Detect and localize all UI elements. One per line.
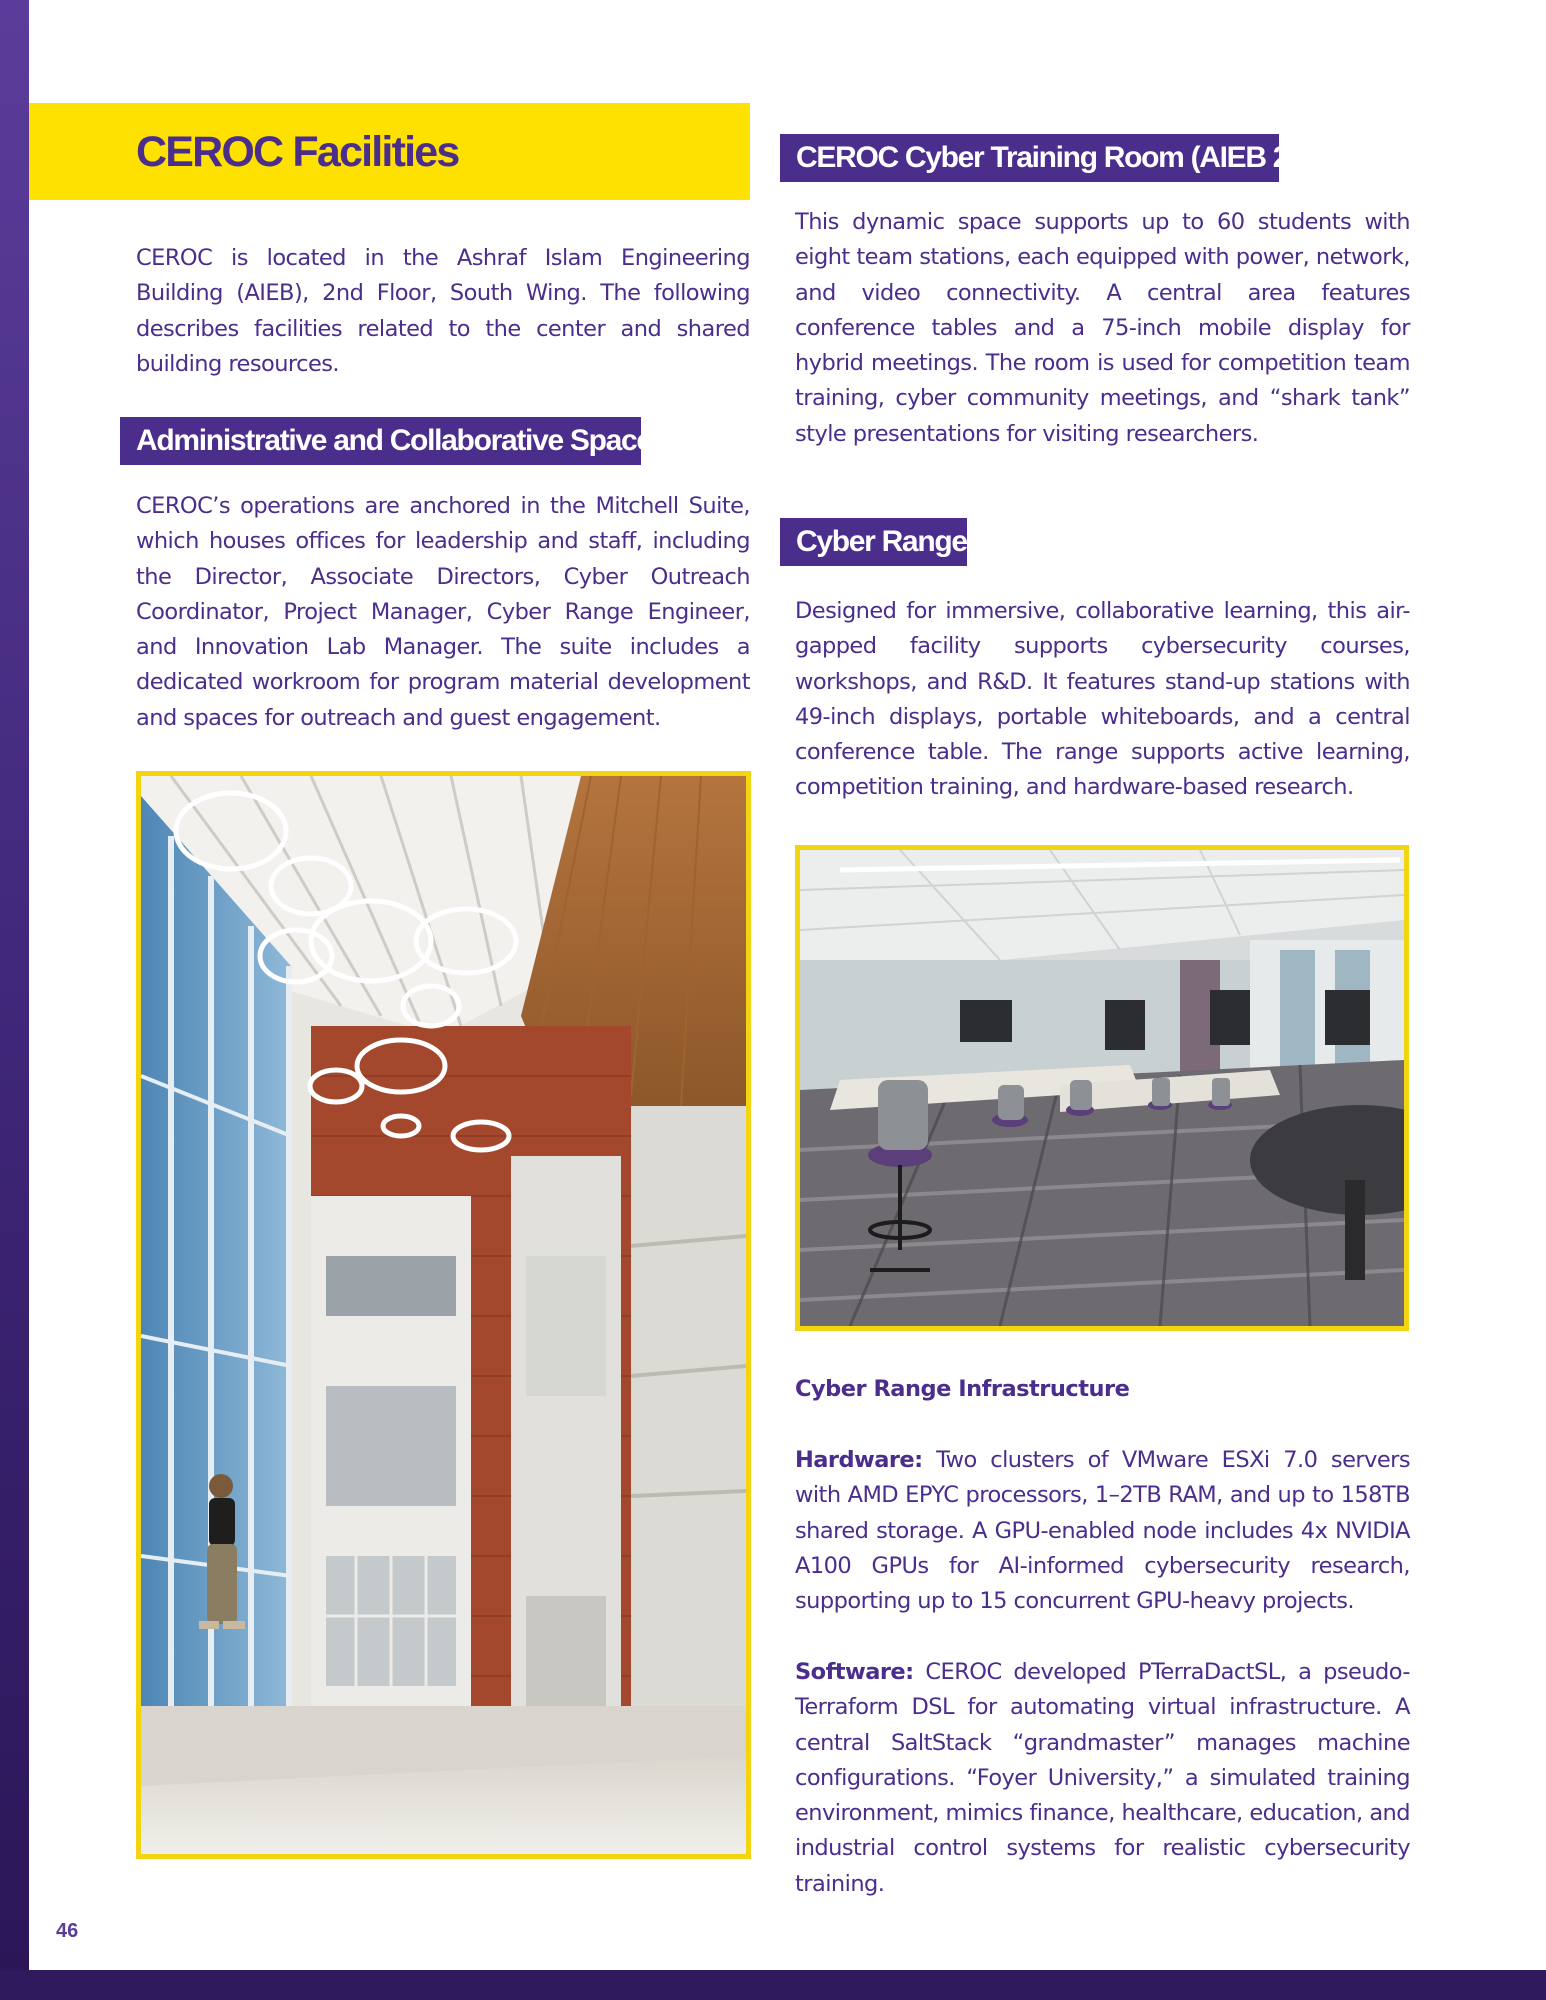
training-room-text: This dynamic space supports up to 60 students with eight team stations, each equipped with power, network, and video connectivity. A central area features conference tables and a 75-inch mobile display for hybrid meetings. The room is used for competition team training, cyber community meetings, and “shark tank” style presentations for visiting researchers.	[795, 209, 1410, 447]
software-text: CEROC developed PTerraDactSL, a pseudo-Terraform DSL for automating virtual infrastructure. A central SaltStack “grandmaster” manages machine configurations. “Foyer University,” a simulated training environment, mimics finance, healthcare, education, and industrial control systems for realistic cybersecurity training.	[795, 1659, 1410, 1897]
bottom-accent-bar	[0, 1970, 1546, 2000]
intro-paragraph	[136, 241, 750, 382]
training-room-paragraph	[795, 205, 1410, 452]
page-title: CEROC Facilities	[136, 128, 459, 176]
training-room-heading: CEROC Cyber Training Room (AIEB 203)	[780, 134, 1279, 182]
admin-paragraph	[136, 489, 750, 736]
software-paragraph	[795, 1655, 1410, 1902]
hardware-label: Hardware:	[795, 1447, 923, 1473]
admin-section-heading: Administrative and Collaborative Spaces	[120, 417, 641, 465]
hardware-paragraph	[795, 1443, 1410, 1619]
cyber-range-heading: Cyber Range	[780, 518, 967, 566]
hardware-block	[795, 1443, 1410, 1619]
hardware-text: Two clusters of VMware ESXi 7.0 servers with AMD EPYC processors, 1–2TB RAM, and up to 158TB shared storage. A GPU-enabled node includes 4x NVIDIA A100 GPUs for AI-informed cybersecurity research, supporting up to 15 concurrent GPU-heavy projects.	[795, 1447, 1410, 1615]
cyber-range-photo-illustration	[800, 850, 1404, 1326]
page-number: 46	[56, 1920, 79, 1942]
intro-text: CEROC is located in the Ashraf Islam Engineering Building (AIEB), 2nd Floor, South Wing. The following describes facilities related to the center and shared building resources.	[136, 245, 750, 377]
software-label: Software:	[795, 1659, 914, 1685]
cyber-range-text: Designed for immersive, collaborative learning, this air-gapped facility supports cybersecurity courses, workshops, and R&D. It features stand-up stations with 49-inch displays, portable whiteboards, and a central conference table. The range supports active learning, competition training, and hardware-based research.	[795, 598, 1410, 801]
cyber-range-photo	[795, 845, 1409, 1331]
cyber-range-paragraph	[795, 594, 1410, 806]
atrium-photo	[136, 771, 751, 1859]
left-accent-bar	[0, 0, 29, 2000]
admin-text: CEROC’s operations are anchored in the Mitchell Suite, which houses offices for leadership and staff, including the Director, Associate Directors, Cyber Outreach Coordinator, Project Manager, Cyber Range Engineer, and Innovation Lab Manager. The suite includes a dedicated workroom for program material development and spaces for outreach and guest engagement.	[136, 493, 750, 731]
atrium-photo-illustration	[141, 776, 746, 1854]
infrastructure-heading: Cyber Range Infrastructure	[795, 1376, 1130, 1402]
software-block	[795, 1655, 1410, 1902]
